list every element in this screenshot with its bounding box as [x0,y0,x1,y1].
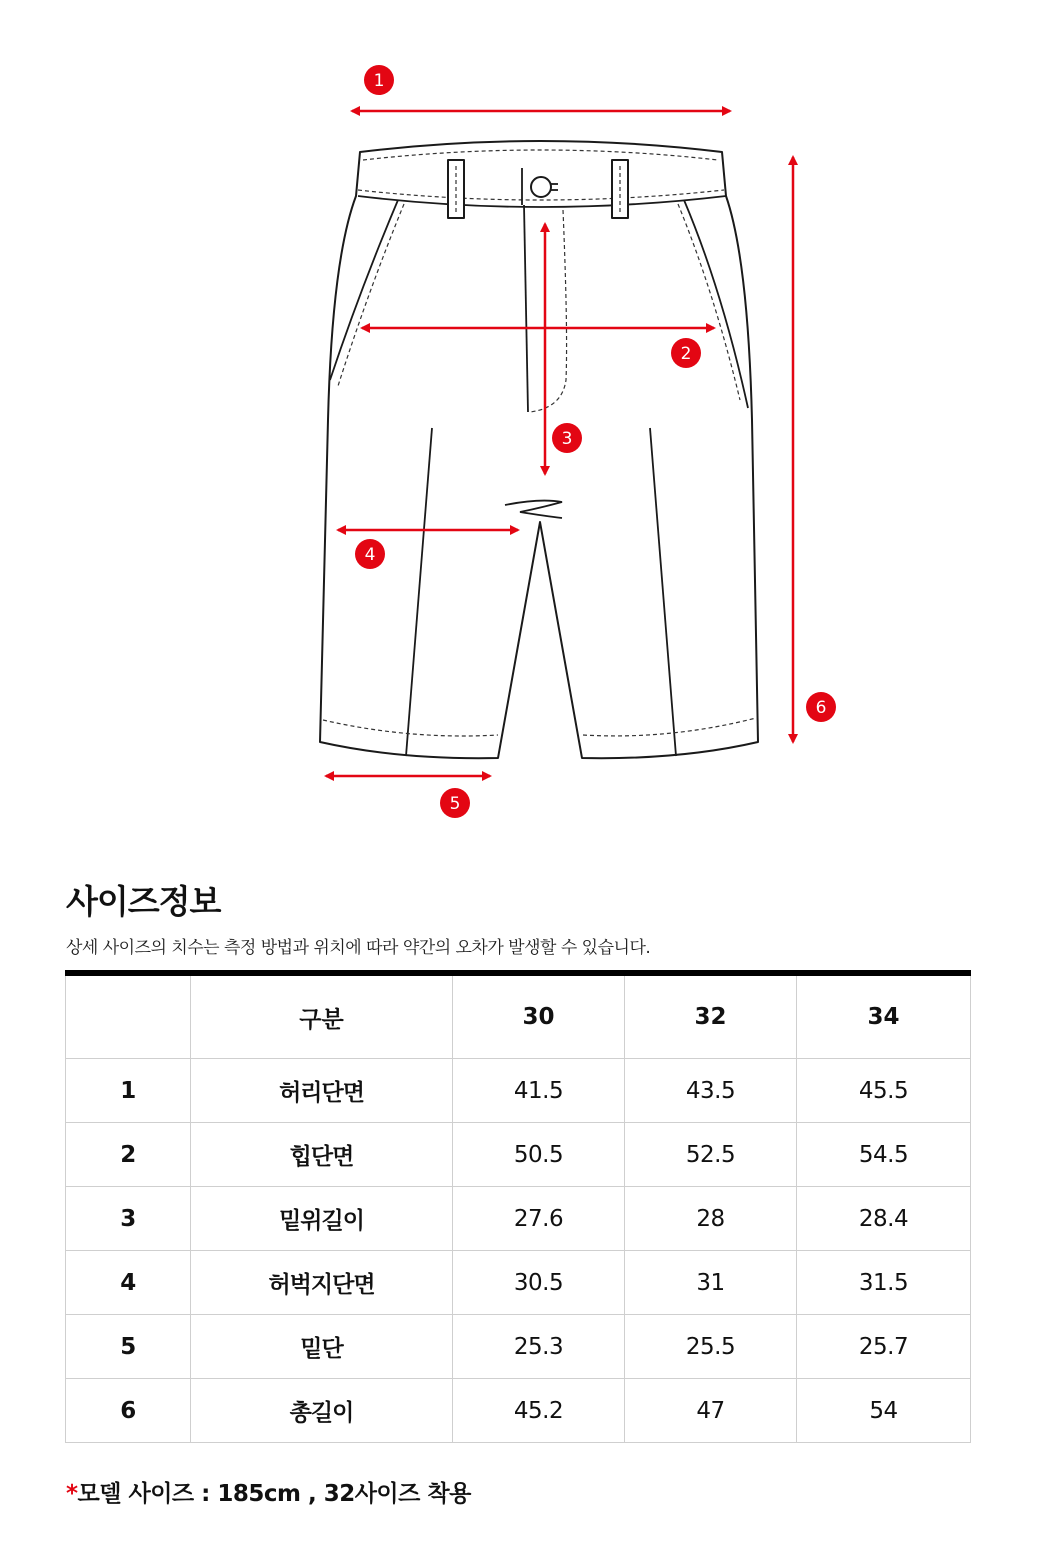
cell-size-34: 54.5 [797,1123,971,1187]
svg-text:2: 2 [680,344,692,364]
cell-size-32: 25.5 [625,1315,797,1379]
table-row [66,1059,971,1123]
cell-size-30: 27.6 [453,1187,625,1251]
row-label: 밑단 [191,1315,453,1379]
marker-2 [671,338,701,368]
row-label: 허벅지단면 [191,1251,453,1315]
section-title: 사이즈정보 [66,882,221,921]
asterisk: * [66,1481,78,1507]
row-label: 힙단면 [191,1123,453,1187]
table-row [66,1187,971,1251]
table-row [66,1379,971,1443]
svg-text:3: 3 [561,429,573,449]
cell-size-32: 47 [625,1379,797,1443]
marker-3 [552,423,582,453]
row-index: 1 [66,1059,191,1123]
table-row [66,1123,971,1187]
svg-text:4: 4 [364,545,376,565]
header-index [66,973,191,1059]
row-label: 밑위길이 [191,1187,453,1251]
cell-size-32: 43.5 [625,1059,797,1123]
shorts-illustration [320,141,758,758]
row-label: 총길이 [191,1379,453,1443]
row-index: 6 [66,1379,191,1443]
row-index: 2 [66,1123,191,1187]
svg-text:6: 6 [815,698,827,718]
cell-size-30: 50.5 [453,1123,625,1187]
cell-size-34: 45.5 [797,1059,971,1123]
row-index: 5 [66,1315,191,1379]
table-header-row [66,973,971,1059]
header-size-34: 34 [797,973,971,1059]
table-row [66,1315,971,1379]
marker-6 [806,692,836,722]
header-size-30: 30 [453,973,625,1059]
size-table [65,970,971,1443]
cell-size-30: 25.3 [453,1315,625,1379]
svg-text:5: 5 [449,794,461,814]
cell-size-34: 54 [797,1379,971,1443]
marker-5 [440,788,470,818]
cell-size-30: 30.5 [453,1251,625,1315]
marker-4 [355,539,385,569]
row-index: 4 [66,1251,191,1315]
model-size-note [66,1475,471,1508]
svg-text:1: 1 [373,71,385,91]
header-category: 구분 [191,973,453,1059]
marker-1 [364,65,394,95]
row-label: 허리단면 [191,1059,453,1123]
row-index: 3 [66,1187,191,1251]
cell-size-32: 28 [625,1187,797,1251]
cell-size-32: 52.5 [625,1123,797,1187]
cell-size-30: 45.2 [453,1379,625,1443]
header-size-32: 32 [625,973,797,1059]
model-size-text: 모델 사이즈 : 185cm , 32사이즈 착용 [77,1481,471,1507]
table-row [66,1251,971,1315]
cell-size-34: 25.7 [797,1315,971,1379]
section-subtitle: 상세 사이즈의 치수는 측정 방법과 위치에 따라 약간의 오차가 발생할 수 있습니다. [66,938,651,958]
cell-size-30: 41.5 [453,1059,625,1123]
cell-size-32: 31 [625,1251,797,1315]
cell-size-34: 31.5 [797,1251,971,1315]
cell-size-34: 28.4 [797,1187,971,1251]
